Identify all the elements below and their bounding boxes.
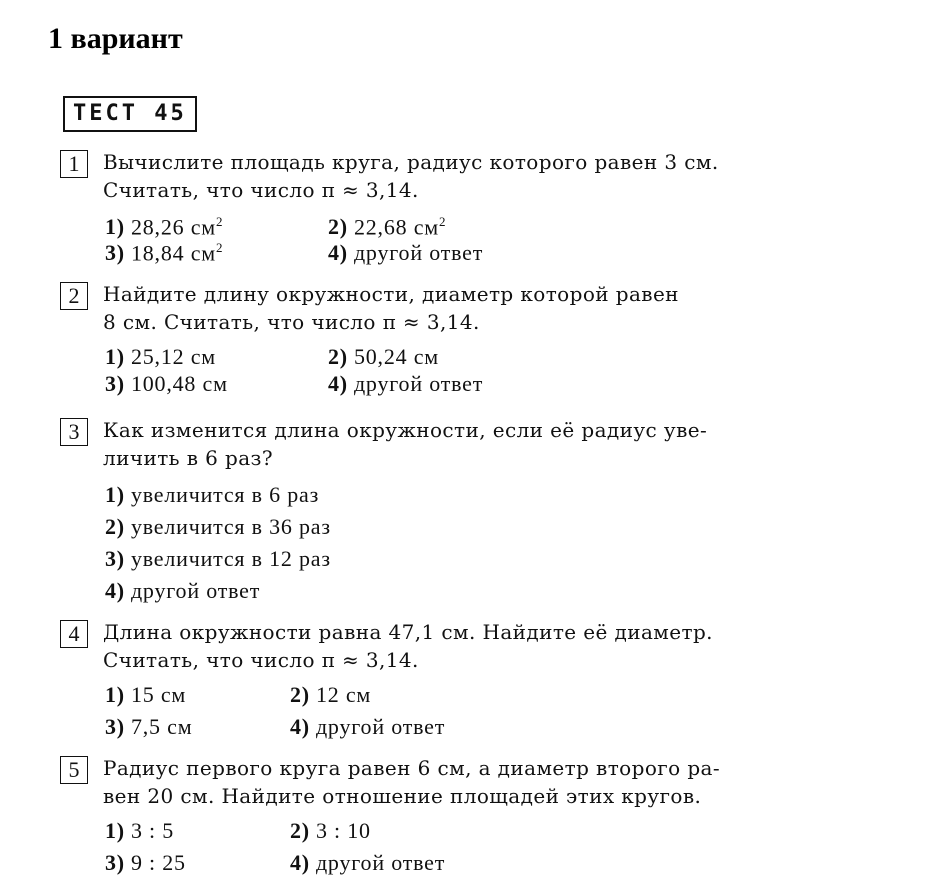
question-text bbox=[103, 416, 863, 472]
option-text: 28,26 см bbox=[130, 214, 217, 240]
option-text: 22,68 см bbox=[353, 214, 440, 240]
question-line: Радиус первого круга равен 6 см, а диаметр второго ра- bbox=[103, 756, 721, 780]
option-superscript: 2 bbox=[216, 214, 224, 229]
option-3 bbox=[105, 850, 186, 876]
question-line: Вычислите площадь круга, радиус которого равен 3 см. bbox=[103, 150, 719, 174]
option-4 bbox=[290, 714, 445, 740]
option-text: увеличится в 36 раз bbox=[130, 514, 331, 539]
option-number: 4) bbox=[290, 714, 310, 739]
option-4 bbox=[328, 240, 483, 266]
option-3 bbox=[105, 546, 331, 572]
option-3 bbox=[105, 714, 192, 740]
question-line: Длина окружности равна 47,1 см. Найдите её диаметр. bbox=[103, 620, 713, 644]
question-number: 3 bbox=[60, 418, 88, 446]
option-text: 12 см bbox=[315, 682, 372, 707]
option-number: 4) bbox=[328, 371, 348, 396]
option-text: другой ответ bbox=[315, 714, 446, 739]
option-text: 25,12 см bbox=[130, 344, 217, 369]
option-number: 2) bbox=[290, 682, 310, 707]
option-1 bbox=[105, 482, 319, 508]
option-number: 1) bbox=[105, 818, 125, 843]
option-2 bbox=[328, 344, 439, 370]
option-number: 4) bbox=[105, 578, 125, 603]
option-2 bbox=[290, 818, 371, 844]
option-text: 50,24 см bbox=[353, 344, 440, 369]
option-text: 15 см bbox=[130, 682, 187, 707]
option-text: другой ответ bbox=[315, 850, 446, 875]
question-line: 8 см. Считать, что число π ≈ 3,14. bbox=[103, 310, 480, 334]
option-number: 2) bbox=[290, 818, 310, 843]
option-text: 7,5 см bbox=[130, 714, 193, 739]
question-line: личить в 6 раз? bbox=[103, 446, 273, 470]
question-text bbox=[103, 618, 863, 674]
option-number: 3) bbox=[105, 850, 125, 875]
option-text: 9 : 25 bbox=[130, 850, 186, 875]
option-number: 2) bbox=[328, 214, 348, 240]
option-number: 3) bbox=[105, 371, 125, 396]
question-number: 1 bbox=[60, 150, 88, 178]
option-3 bbox=[105, 240, 223, 266]
variant-title: 1 вариант bbox=[48, 22, 183, 55]
option-text: другой ответ bbox=[130, 578, 261, 603]
option-2 bbox=[290, 682, 371, 708]
option-superscript: 2 bbox=[216, 240, 224, 255]
question-line: Найдите длину окружности, диаметр которой равен bbox=[103, 282, 679, 306]
question-text bbox=[103, 280, 863, 336]
option-number: 3) bbox=[105, 546, 125, 571]
option-3 bbox=[105, 371, 228, 397]
option-text: увеличится в 6 раз bbox=[130, 482, 320, 507]
option-number: 1) bbox=[105, 344, 125, 369]
option-1 bbox=[105, 344, 216, 370]
option-number: 1) bbox=[105, 214, 125, 240]
option-number: 3) bbox=[105, 240, 125, 266]
option-1 bbox=[105, 214, 223, 240]
option-number: 1) bbox=[105, 482, 125, 507]
option-number: 3) bbox=[105, 714, 125, 739]
test-label: ТЕСТ 45 bbox=[63, 96, 197, 132]
option-2 bbox=[328, 214, 446, 240]
question-number: 2 bbox=[60, 282, 88, 310]
option-text: 3 : 10 bbox=[315, 818, 371, 843]
option-number: 1) bbox=[105, 682, 125, 707]
question-line: Считать, что число π ≈ 3,14. bbox=[103, 178, 419, 202]
option-text: 100,48 см bbox=[130, 371, 228, 396]
option-text: увеличится в 12 раз bbox=[130, 546, 331, 571]
question-line: Считать, что число π ≈ 3,14. bbox=[103, 648, 419, 672]
question-number: 4 bbox=[60, 620, 88, 648]
question-line: Как изменится длина окружности, если её радиус уве- bbox=[103, 418, 708, 442]
option-4 bbox=[290, 850, 445, 876]
option-4 bbox=[105, 578, 260, 604]
option-number: 2) bbox=[328, 344, 348, 369]
question-text bbox=[103, 754, 863, 810]
option-1 bbox=[105, 682, 186, 708]
option-1 bbox=[105, 818, 174, 844]
option-text: другой ответ bbox=[353, 371, 484, 396]
option-number: 2) bbox=[105, 514, 125, 539]
question-number: 5 bbox=[60, 756, 88, 784]
question-line: вен 20 см. Найдите отношение площадей этих кругов. bbox=[103, 784, 702, 808]
option-text: другой ответ bbox=[353, 240, 484, 265]
question-text bbox=[103, 148, 863, 204]
option-superscript: 2 bbox=[439, 214, 447, 229]
option-text: 18,84 см bbox=[130, 240, 217, 266]
option-number: 4) bbox=[328, 240, 348, 265]
option-text: 3 : 5 bbox=[130, 818, 175, 843]
option-number: 4) bbox=[290, 850, 310, 875]
option-2 bbox=[105, 514, 331, 540]
option-4 bbox=[328, 371, 483, 397]
